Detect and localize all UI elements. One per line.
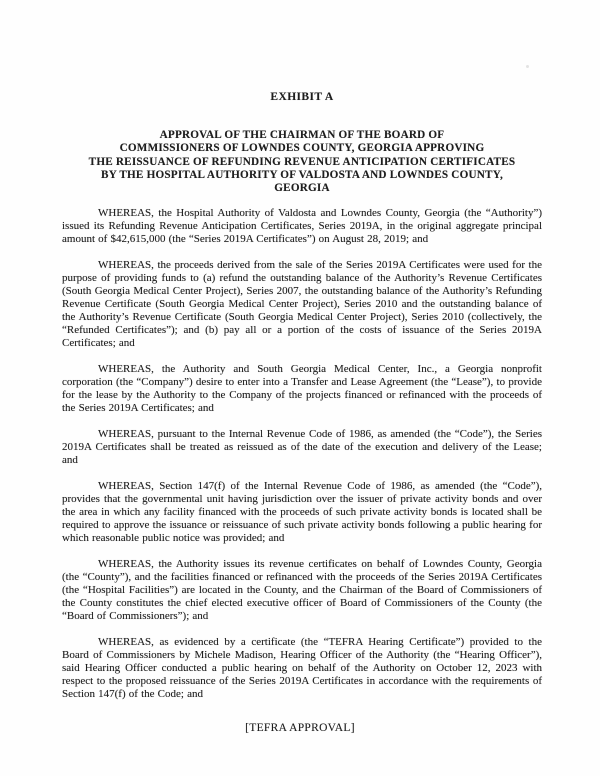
whereas-paragraph: WHEREAS, as evidenced by a certificate (the “TEFRA Hearing Certificate”) provided to the Board of Commissioners by Michele Madison, Hearing Officer of the Authority (the “Hearing Officer”), said Hearing Officer conducted a public hearing on behalf of the Authority on October 12, 2023 with respect to the proposed reissuance of the Series 2019A Certificates in accordance with the requirements of Section 147(f) of the Code; and bbox=[62, 636, 542, 701]
whereas-paragraph: WHEREAS, pursuant to the Internal Revenue Code of 1986, as amended (the “Code”), the Series 2019A Certificates shall be treated as reissued as of the date of the execution and delivery of the Lease; and bbox=[62, 428, 542, 467]
scan-artifact bbox=[526, 65, 529, 68]
whereas-paragraph: WHEREAS, Section 147(f) of the Internal Revenue Code of 1986, as amended (the “Code”), provides that the governmental unit having jurisdiction over the issuer of private activity bonds and over the area in which any facility financed with the proceeds of such private activity bonds is located shall be required to approve the issuance or reissuance of such private activity bonds following a public hearing for which reasonable public notice was provided; and bbox=[62, 480, 542, 545]
title-line: GEORGIA bbox=[274, 182, 330, 195]
document-title bbox=[62, 129, 542, 195]
title-line: THE REISSUANCE OF REFUNDING REVENUE ANTICIPATION CERTIFICATES bbox=[88, 155, 516, 168]
title-line: BY THE HOSPITAL AUTHORITY OF VALDOSTA AND LOWNDES COUNTY, bbox=[101, 168, 503, 181]
title-line: APPROVAL OF THE CHAIRMAN OF THE BOARD OF bbox=[159, 129, 445, 141]
footer-caption: [TEFRA APPROVAL] bbox=[245, 722, 355, 734]
title-line: COMMISSIONERS OF LOWNDES COUNTY, GEORGIA APPROVING bbox=[119, 142, 485, 155]
whereas-paragraph: WHEREAS, the Authority and South Georgia Medical Center, Inc., a Georgia nonprofit corporation (the “Company”) desire to enter into a Transfer and Lease Agreement (the “Lease”), to provide for the lease by the Authority to the Company of the projects financed or refinanced with the proceeds of the Series 2019A Certificates; and bbox=[62, 363, 542, 415]
whereas-paragraph: WHEREAS, the Hospital Authority of Valdosta and Lowndes County, Georgia (the “Authority”) issued its Refunding Revenue Anticipation Certificates, Series 2019A, in the original aggregate principal amount of $42,615,000 (the “Series 2019A Certificates”) on August 28, 2019; and bbox=[62, 207, 542, 246]
whereas-paragraph: WHEREAS, the Authority issues its revenue certificates on behalf of Lowndes County, Georgia (the “County”), and the facilities financed or refinanced with the proceeds of the Series 2019A Certificates (the “Hospital Facilities”) are located in the County, and the Chairman of the Board of Commissioners of the County constitutes the chief elected executive officer of Board of Commissioners of the County (the “Board of Commissioners”); and bbox=[62, 558, 542, 623]
exhibit-heading: EXHIBIT A bbox=[270, 91, 334, 103]
whereas-paragraph: WHEREAS, the proceeds derived from the sale of the Series 2019A Certificates were used for the purpose of providing funds to (a) refund the outstanding balance of the Authority’s Revenue Certificates (South Georgia Medical Center Project), Series 2007, the outstanding balance of the Authority’s Refunding Revenue Certificate (South Georgia Medical Center Project), Series 2010 and the outstanding balance of the Authority’s Revenue Certificate (South Georgia Medical Center Project), Series 2010 (collectively, the “Refunded Certificates”); and (b) pay all or a portion of the costs of issuance of the Series 2019A Certificates; and bbox=[62, 259, 542, 350]
